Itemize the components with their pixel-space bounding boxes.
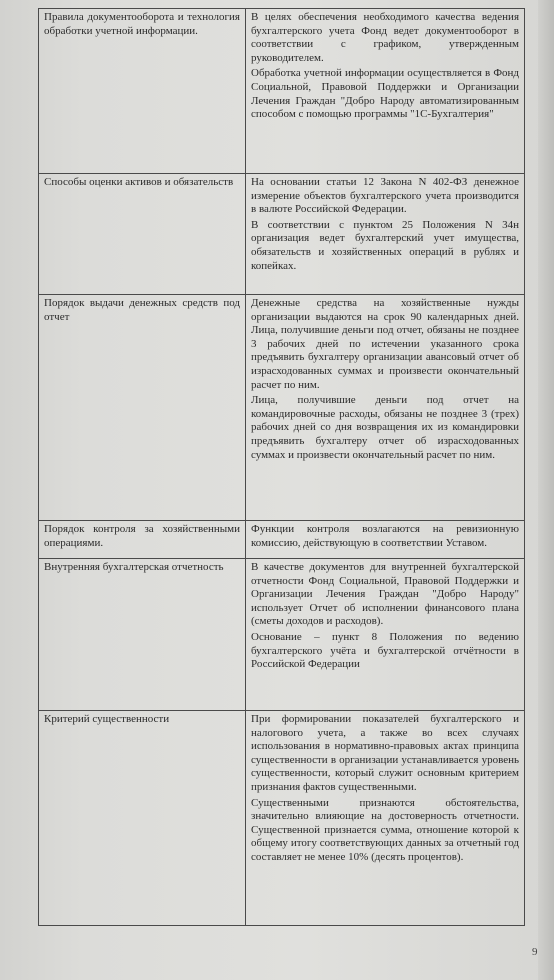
row-paragraph: Основание – пункт 8 Положения по ведению бухгалтерского учёта и бухгалтерской отчётности в Российской Федерации bbox=[251, 630, 519, 671]
row-label: Внутренняя бухгалтерская отчетность bbox=[39, 559, 246, 711]
row-label: Правила документооборота и технология обработки учетной информации. bbox=[39, 9, 246, 174]
row-paragraph: При формировании показателей бухгалтерского и налогового учета, а также во всех случаях использования в нормативно-правовых актах принципа существенности в организации устанавливается уровень существенности, который служит основным критерием признания фактов существенными. bbox=[251, 713, 519, 793]
page-binding-shadow bbox=[538, 0, 554, 980]
row-paragraph: В целях обеспечения необходимого качества ведения бухгалтерского учета Фонд ведет документооборот в соответствии с графиком, утвержденным руководителем. bbox=[251, 11, 519, 64]
page-number: 9 bbox=[532, 946, 538, 958]
row-label: Критерий существенности bbox=[39, 711, 246, 926]
row-content bbox=[246, 711, 525, 926]
table-row bbox=[39, 711, 525, 926]
row-paragraph: Денежные средства на хозяйственные нужды организации выдаются на срок 90 календарных дней. Лица, получившие деньги под отчет, обязаны не позднее 3 рабочих дней по истечении указанного срока предъявить бухгалтеру организации авансовый отчет об израсходованных суммах и произвести окончательный расчет по ним. bbox=[251, 297, 519, 391]
row-content bbox=[246, 295, 525, 521]
row-paragraph: Функции контроля возлагаются на ревизионную комиссию, действующую в соответствии Уставом. bbox=[251, 523, 519, 549]
row-paragraph: Лица, получившие деньги под отчет на командировочные расходы, обязаны не позднее 3 (трех) рабочих дней со дня возвращения их из командировки предъявить бухгалтеру отчет об израсходованных суммах и произвести окончательный расчет по ним. bbox=[251, 394, 519, 461]
row-label: Способы оценки активов и обязательств bbox=[39, 174, 246, 295]
row-paragraph: В соответствии с пунктом 25 Положения N 34н организация ведет бухгалтерский учет имущества, обязательств и хозяйственных операций в рублях и копейках. bbox=[251, 218, 519, 272]
row-paragraph: На основании статьи 12 Закона N 402-ФЗ денежное измерение объектов бухгалтерского учета производится в валюте Российской Федерации. bbox=[251, 176, 519, 216]
row-label: Порядок выдачи денежных средств под отчет bbox=[39, 295, 246, 521]
table-row bbox=[39, 559, 525, 711]
row-paragraph: Существенными признаются обстоятельства, значительно влияющие на достоверность отчетности. Существенной признается сумма, отношение которой к общему итогу соответствующих данных за отчетный год составляет не менее 10% (десять процентов). bbox=[251, 796, 519, 863]
accounting-policy-table bbox=[38, 8, 525, 926]
table-row bbox=[39, 521, 525, 559]
row-content bbox=[246, 9, 525, 174]
row-label: Порядок контроля за хозяйственными операциями. bbox=[39, 521, 246, 559]
row-paragraph: В качестве документов для внутренней бухгалтерской отчетности Фонд Социальной, Правовой Поддержки и Организации Лечения Граждан "Добро Народу" использует Отчет об исполнении финансового плана (сметы доходов и расходов). bbox=[251, 561, 519, 628]
table-row bbox=[39, 174, 525, 295]
row-paragraph: Обработка учетной информации осуществляется в Фонд Социальной, Правовой Поддержки и Организации Лечения Граждан "Добро Народу автоматизированным способом с помощью программы "1С-Бухгалтерия" bbox=[251, 67, 519, 121]
table-row bbox=[39, 295, 525, 521]
row-content bbox=[246, 559, 525, 711]
row-content bbox=[246, 521, 525, 559]
row-content bbox=[246, 174, 525, 295]
table-row bbox=[39, 9, 525, 174]
